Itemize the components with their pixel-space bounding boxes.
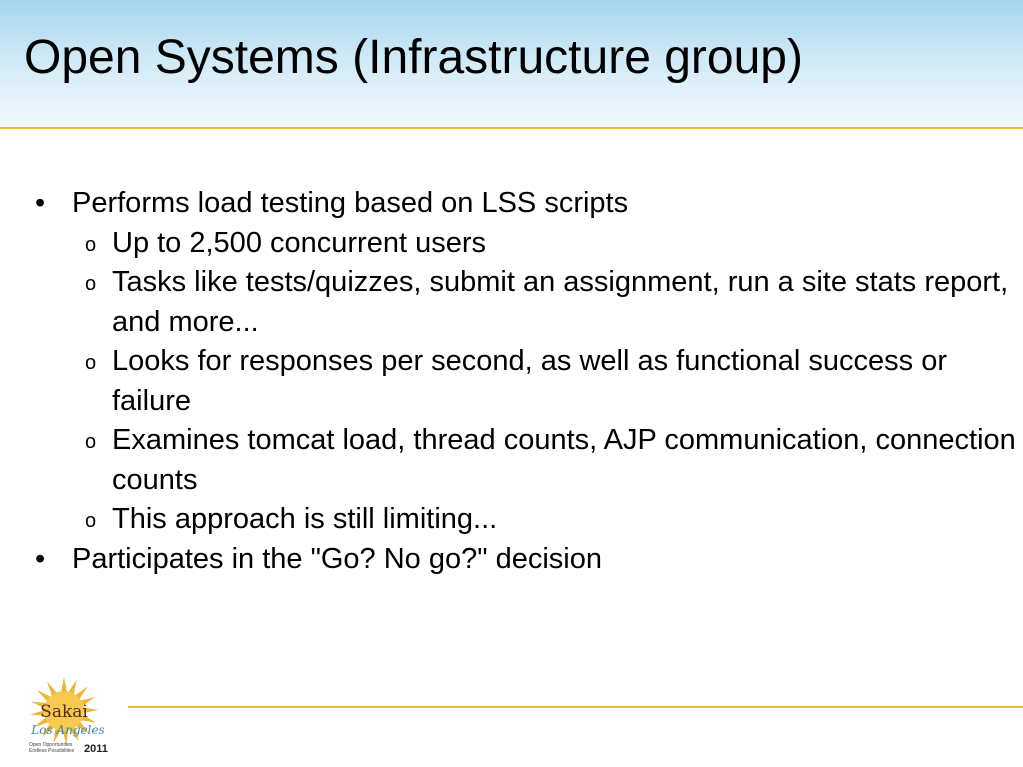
slide-title: Open Systems (Infrastructure group) <box>24 31 803 84</box>
sub-bullet-text: This approach is still limiting... <box>112 503 498 535</box>
bullet-item <box>0 184 1023 224</box>
bullet-text: Participates in the "Go? No go?" decision <box>72 542 603 575</box>
bullet-item <box>0 540 1023 580</box>
logo-tagline-2: Endless Possibilities <box>29 748 75 754</box>
sub-bullet-text: Tasks like tests/quizzes, submit an assignment, run a site stats report, and more... <box>112 266 1009 338</box>
sub-bullet-marker: o <box>85 352 97 374</box>
logo-tagline-1: Open Opportunities <box>29 742 73 748</box>
footer-divider <box>128 706 1023 708</box>
sub-bullet-text: Up to 2,500 concurrent users <box>112 226 486 259</box>
logo-location: Los Angeles <box>31 723 105 737</box>
sub-bullet-marker: o <box>85 273 97 295</box>
title-divider <box>0 127 1023 129</box>
bullet-text: Performs load testing based on LSS scripts <box>72 187 629 219</box>
sub-bullet-text: Examines tomcat load, thread counts, AJP communication, connection counts <box>112 424 1016 496</box>
logo-name: Sakai <box>40 702 88 722</box>
sub-bullet-marker: o <box>85 431 97 453</box>
sakai-sun-icon <box>22 675 118 763</box>
sub-bullet-item <box>0 342 1023 421</box>
sub-bullet-marker: o <box>85 233 97 256</box>
bullet-marker: • <box>35 187 46 219</box>
bullet-marker: • <box>35 542 46 575</box>
bullet-list <box>0 184 1023 579</box>
sub-bullet-item <box>0 500 1023 540</box>
sub-bullet-item <box>0 421 1023 500</box>
sub-bullet-marker: o <box>85 510 97 532</box>
logo-year: 2011 <box>84 743 108 755</box>
sub-bullet-item <box>0 224 1023 264</box>
sub-bullet-item <box>0 263 1023 342</box>
sakai-logo <box>22 675 118 763</box>
sub-bullet-text: Looks for responses per second, as well as functional success or failure <box>112 345 947 417</box>
